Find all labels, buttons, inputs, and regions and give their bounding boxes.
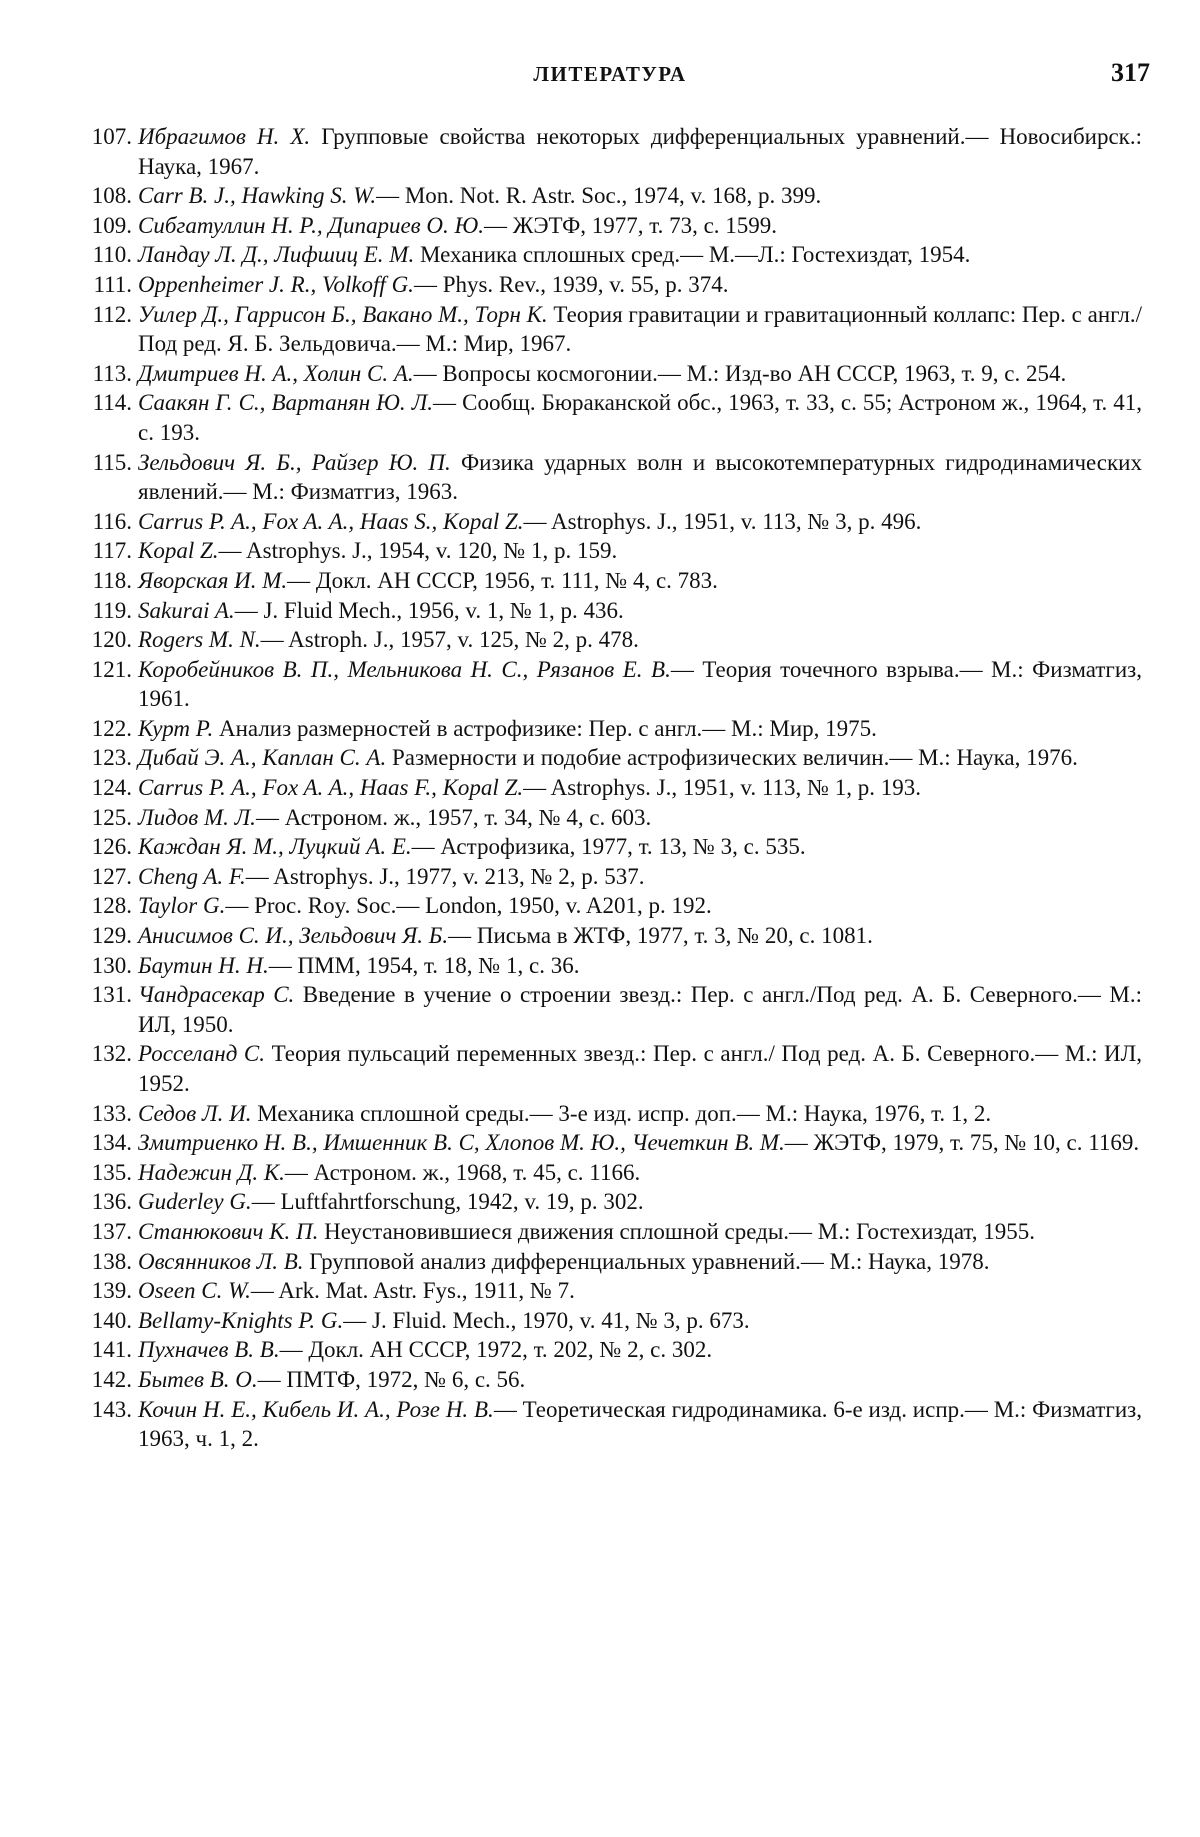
reference-entry — [62, 743, 1142, 773]
reference-number: 141. — [62, 1335, 132, 1365]
reference-details: Групповой анализ дифференциальных уравнений.— М.: Наука, 1978. — [304, 1249, 990, 1274]
reference-details: — J. Fluid Mech., 1956, v. 1, № 1, p. 436. — [235, 598, 624, 623]
reference-details: — Сообщ. Бюраканской обс., 1963, т. 33, с. 55; Астроном ж., 1964, т. 41, с. 193. — [138, 390, 1142, 445]
reference-entry — [62, 1158, 1142, 1188]
reference-authors: Уилер Д., Гаррисон Б., Вакано М., Торн К. — [138, 302, 548, 327]
reference-number: 115. — [62, 448, 132, 478]
reference-authors: Дибай Э. А., Каплан С. А. — [138, 745, 386, 770]
reference-number: 127. — [62, 862, 132, 892]
reference-number: 139. — [62, 1276, 132, 1306]
reference-authors: Каждан Я. М., Луцкий А. Е. — [138, 834, 412, 859]
reference-number: 120. — [62, 625, 132, 655]
reference-number: 113. — [62, 359, 132, 389]
reference-authors: Надежин Д. К. — [138, 1160, 285, 1185]
reference-authors: Баутин Н. Н. — [138, 953, 269, 978]
reference-entry — [62, 1099, 1142, 1129]
reference-entry — [62, 122, 1142, 181]
reference-entry — [62, 921, 1142, 951]
reference-authors: Пухначев В. В. — [138, 1337, 280, 1362]
reference-details: — Astroph. J., 1957, v. 125, № 2, p. 478. — [261, 627, 639, 652]
reference-details: — Докл. АН СССР, 1956, т. 111, № 4, с. 783. — [287, 568, 718, 593]
reference-details: Теория пульсаций переменных звезд.: Пер. с англ./ Под ред. А. Б. Северного.— М.: ИЛ, 1952. — [138, 1041, 1142, 1096]
reference-number: 123. — [62, 743, 132, 773]
reference-number: 119. — [62, 596, 132, 626]
reference-authors: Дмитриев Н. А., Холин С. А. — [138, 361, 414, 386]
reference-entry — [62, 240, 1142, 270]
reference-details: — ЖЭТФ, 1979, т. 75, № 10, с. 1169. — [785, 1130, 1139, 1155]
reference-entry — [62, 566, 1142, 596]
reference-authors: Станюкович К. П. — [138, 1219, 318, 1244]
reference-entry — [62, 1187, 1142, 1217]
book-page — [0, 0, 1200, 1837]
reference-authors: Сибгатуллин Н. Р., Дипариев О. Ю. — [138, 213, 484, 238]
reference-authors: Carrus P. A., Fox A. A., Haas S., Kopal Z. — [138, 509, 524, 534]
reference-authors: Бытев В. О. — [138, 1367, 258, 1392]
reference-number: 124. — [62, 773, 132, 803]
reference-details: — Астроном. ж., 1957, т. 34, № 4, с. 603. — [256, 805, 651, 830]
reference-authors: Ландау Л. Д., Лифшиц Е. М. — [138, 242, 414, 267]
reference-details: — Luftfahrtforschung, 1942, v. 19, p. 302. — [252, 1189, 644, 1214]
reference-authors: Ибрагимов Н. Х. — [138, 124, 310, 149]
reference-details: Неустановившиеся движения сплошной среды.— М.: Гостехиздат, 1955. — [318, 1219, 1035, 1244]
running-title: ЛИТЕРАТУРА — [70, 62, 1150, 87]
reference-number: 114. — [62, 388, 132, 418]
reference-entry — [62, 388, 1142, 447]
reference-entry — [62, 714, 1142, 744]
reference-details: — ПММ, 1954, т. 18, № 1, с. 36. — [269, 953, 580, 978]
reference-number: 112. — [62, 300, 132, 330]
reference-number: 117. — [62, 536, 132, 566]
reference-details: — Теоретическая гидродинамика. 6-е изд. испр.— М.: Физматгиз, 1963, ч. 1, 2. — [138, 1397, 1142, 1452]
reference-authors: Carrus P. A., Fox A. A., Haas F., Kopal Z. — [138, 775, 523, 800]
reference-authors: Зельдович Я. Б., Райзер Ю. П. — [138, 450, 451, 475]
reference-details: Теория гравитации и гравитационный коллапс: Пер. с англ./Под ред. Я. Б. Зельдовича.— М.: Мир, 1967. — [138, 302, 1142, 357]
reference-authors: Овсянников Л. В. — [138, 1249, 304, 1274]
reference-details: — Mon. Not. R. Astr. Soc., 1974, v. 168, p. 399. — [376, 183, 821, 208]
reference-authors: Кочин Н. Е., Кибель И. А., Розе Н. В. — [138, 1397, 494, 1422]
reference-entry — [62, 211, 1142, 241]
reference-details: Введение в учение о строении звезд.: Пер. с англ./Под ред. А. Б. Северного.— М.: ИЛ, 1950. — [138, 982, 1142, 1037]
reference-number: 130. — [62, 951, 132, 981]
reference-entry — [62, 181, 1142, 211]
reference-authors: Чандрасекар С. — [138, 982, 294, 1007]
reference-authors: Carr B. J., Hawking S. W. — [138, 183, 376, 208]
reference-number: 133. — [62, 1099, 132, 1129]
reference-number: 107. — [62, 122, 132, 152]
reference-number: 111. — [62, 270, 132, 300]
reference-details: Механика сплошной среды.— 3-е изд. испр. доп.— М.: Наука, 1976, т. 1, 2. — [251, 1101, 991, 1126]
reference-entry — [62, 773, 1142, 803]
page-number: 317 — [1111, 58, 1150, 88]
reference-details: — Astrophys. J., 1951, v. 113, № 1, p. 193. — [523, 775, 921, 800]
reference-entry — [62, 1128, 1142, 1158]
reference-authors: Bellamy-Knights P. G. — [138, 1308, 343, 1333]
reference-details: — Теория точечного взрыва.— М.: Физматгиз, 1961. — [138, 657, 1142, 712]
reference-entry — [62, 596, 1142, 626]
reference-number: 140. — [62, 1306, 132, 1336]
reference-authors: Rogers M. N. — [138, 627, 261, 652]
reference-details: Механика сплошных сред.— М.—Л.: Гостехиздат, 1954. — [414, 242, 970, 267]
reference-details: Групповые свойства некоторых дифференциальных уравнений.— Новосибирск.: Наука, 1967. — [138, 124, 1142, 179]
page-header — [70, 58, 1150, 92]
reference-entry — [62, 1217, 1142, 1247]
reference-number: 126. — [62, 832, 132, 862]
reference-number: 131. — [62, 980, 132, 1010]
reference-number: 118. — [62, 566, 132, 596]
reference-authors: Коробейников В. П., Мельникова Н. С., Рязанов Е. В. — [138, 657, 671, 682]
reference-number: 142. — [62, 1365, 132, 1395]
reference-authors: Росселанд С. — [138, 1041, 265, 1066]
reference-number: 109. — [62, 211, 132, 241]
reference-authors: Курт Р. — [138, 716, 213, 741]
reference-details: — Астроном. ж., 1968, т. 45, с. 1166. — [285, 1160, 640, 1185]
reference-entry — [62, 1365, 1142, 1395]
reference-authors: Guderley G. — [138, 1189, 252, 1214]
reference-number: 125. — [62, 803, 132, 833]
reference-entry — [62, 832, 1142, 862]
reference-details: Физика ударных волн и высокотемпературных гидродинамических явлений.— М.: Физматгиз, 1963. — [138, 450, 1142, 505]
reference-details: Анализ размерностей в астрофизике: Пер. с англ.— М.: Мир, 1975. — [213, 716, 877, 741]
reference-authors: Анисимов С. И., Зельдович Я. Б. — [138, 923, 448, 948]
reference-number: 137. — [62, 1217, 132, 1247]
reference-details: — ПМТФ, 1972, № 6, с. 56. — [258, 1367, 526, 1392]
reference-entry — [62, 862, 1142, 892]
reference-entry — [62, 270, 1142, 300]
reference-details: — Ark. Mat. Astr. Fys., 1911, № 7. — [251, 1278, 575, 1303]
reference-details: — Astrophys. J., 1977, v. 213, № 2, p. 537. — [246, 864, 645, 889]
reference-authors: Лидов М. Л. — [138, 805, 256, 830]
reference-details: — Докл. АН СССР, 1972, т. 202, № 2, с. 302. — [280, 1337, 712, 1362]
reference-entry — [62, 655, 1142, 714]
reference-authors: Саакян Г. С., Вартанян Ю. Л. — [138, 390, 433, 415]
reference-entry — [62, 951, 1142, 981]
reference-entry — [62, 625, 1142, 655]
reference-details: — Астрофизика, 1977, т. 13, № 3, с. 535. — [412, 834, 806, 859]
reference-number: 136. — [62, 1187, 132, 1217]
reference-number: 121. — [62, 655, 132, 685]
reference-number: 128. — [62, 891, 132, 921]
reference-authors: Яворская И. М. — [138, 568, 287, 593]
reference-number: 138. — [62, 1247, 132, 1277]
reference-entry — [62, 1335, 1142, 1365]
reference-entry — [62, 448, 1142, 507]
reference-details: — Вопросы космогонии.— М.: Изд-во АН СССР, 1963, т. 9, с. 254. — [414, 361, 1067, 386]
reference-number: 116. — [62, 507, 132, 537]
reference-number: 122. — [62, 714, 132, 744]
reference-entry — [62, 803, 1142, 833]
reference-entry — [62, 980, 1142, 1039]
reference-authors: Oseen C. W. — [138, 1278, 251, 1303]
reference-number: 129. — [62, 921, 132, 951]
reference-entry — [62, 300, 1142, 359]
reference-details: — ЖЭТФ, 1977, т. 73, с. 1599. — [484, 213, 777, 238]
reference-authors: Oppenheimer J. R., Volkoff G. — [138, 272, 414, 297]
reference-details: — Proc. Roy. Soc.— London, 1950, v. A201, p. 192. — [225, 893, 711, 918]
reference-authors: Седов Л. И. — [138, 1101, 251, 1126]
reference-entry — [62, 507, 1142, 537]
reference-number: 110. — [62, 240, 132, 270]
reference-authors: Kopal Z. — [138, 538, 219, 563]
reference-entry — [62, 536, 1142, 566]
reference-number: 143. — [62, 1395, 132, 1425]
reference-details: — Astrophys. J., 1954, v. 120, № 1, p. 159. — [219, 538, 618, 563]
reference-authors: Cheng A. F. — [138, 864, 246, 889]
reference-entry — [62, 359, 1142, 389]
reference-number: 135. — [62, 1158, 132, 1188]
reference-details: — J. Fluid. Mech., 1970, v. 41, № 3, p. 673. — [343, 1308, 749, 1333]
reference-list — [62, 122, 1142, 1454]
reference-entry — [62, 1276, 1142, 1306]
reference-details: Размерности и подобие астрофизических величин.— М.: Наука, 1976. — [386, 745, 1078, 770]
reference-details: — Письма в ЖТФ, 1977, т. 3, № 20, с. 1081. — [448, 923, 873, 948]
reference-entry — [62, 1306, 1142, 1336]
reference-number: 134. — [62, 1128, 132, 1158]
reference-authors: Змитриенко Н. В., Имшенник В. С, Хлопов М. Ю., Чечеткин В. М. — [138, 1130, 785, 1155]
reference-entry — [62, 891, 1142, 921]
reference-number: 108. — [62, 181, 132, 211]
reference-authors: Sakurai A. — [138, 598, 235, 623]
reference-entry — [62, 1395, 1142, 1454]
reference-details: — Astrophys. J., 1951, v. 113, № 3, p. 496. — [524, 509, 922, 534]
reference-authors: Taylor G. — [138, 893, 225, 918]
reference-details: — Phys. Rev., 1939, v. 55, p. 374. — [414, 272, 729, 297]
reference-number: 132. — [62, 1039, 132, 1069]
reference-entry — [62, 1039, 1142, 1098]
reference-entry — [62, 1247, 1142, 1277]
